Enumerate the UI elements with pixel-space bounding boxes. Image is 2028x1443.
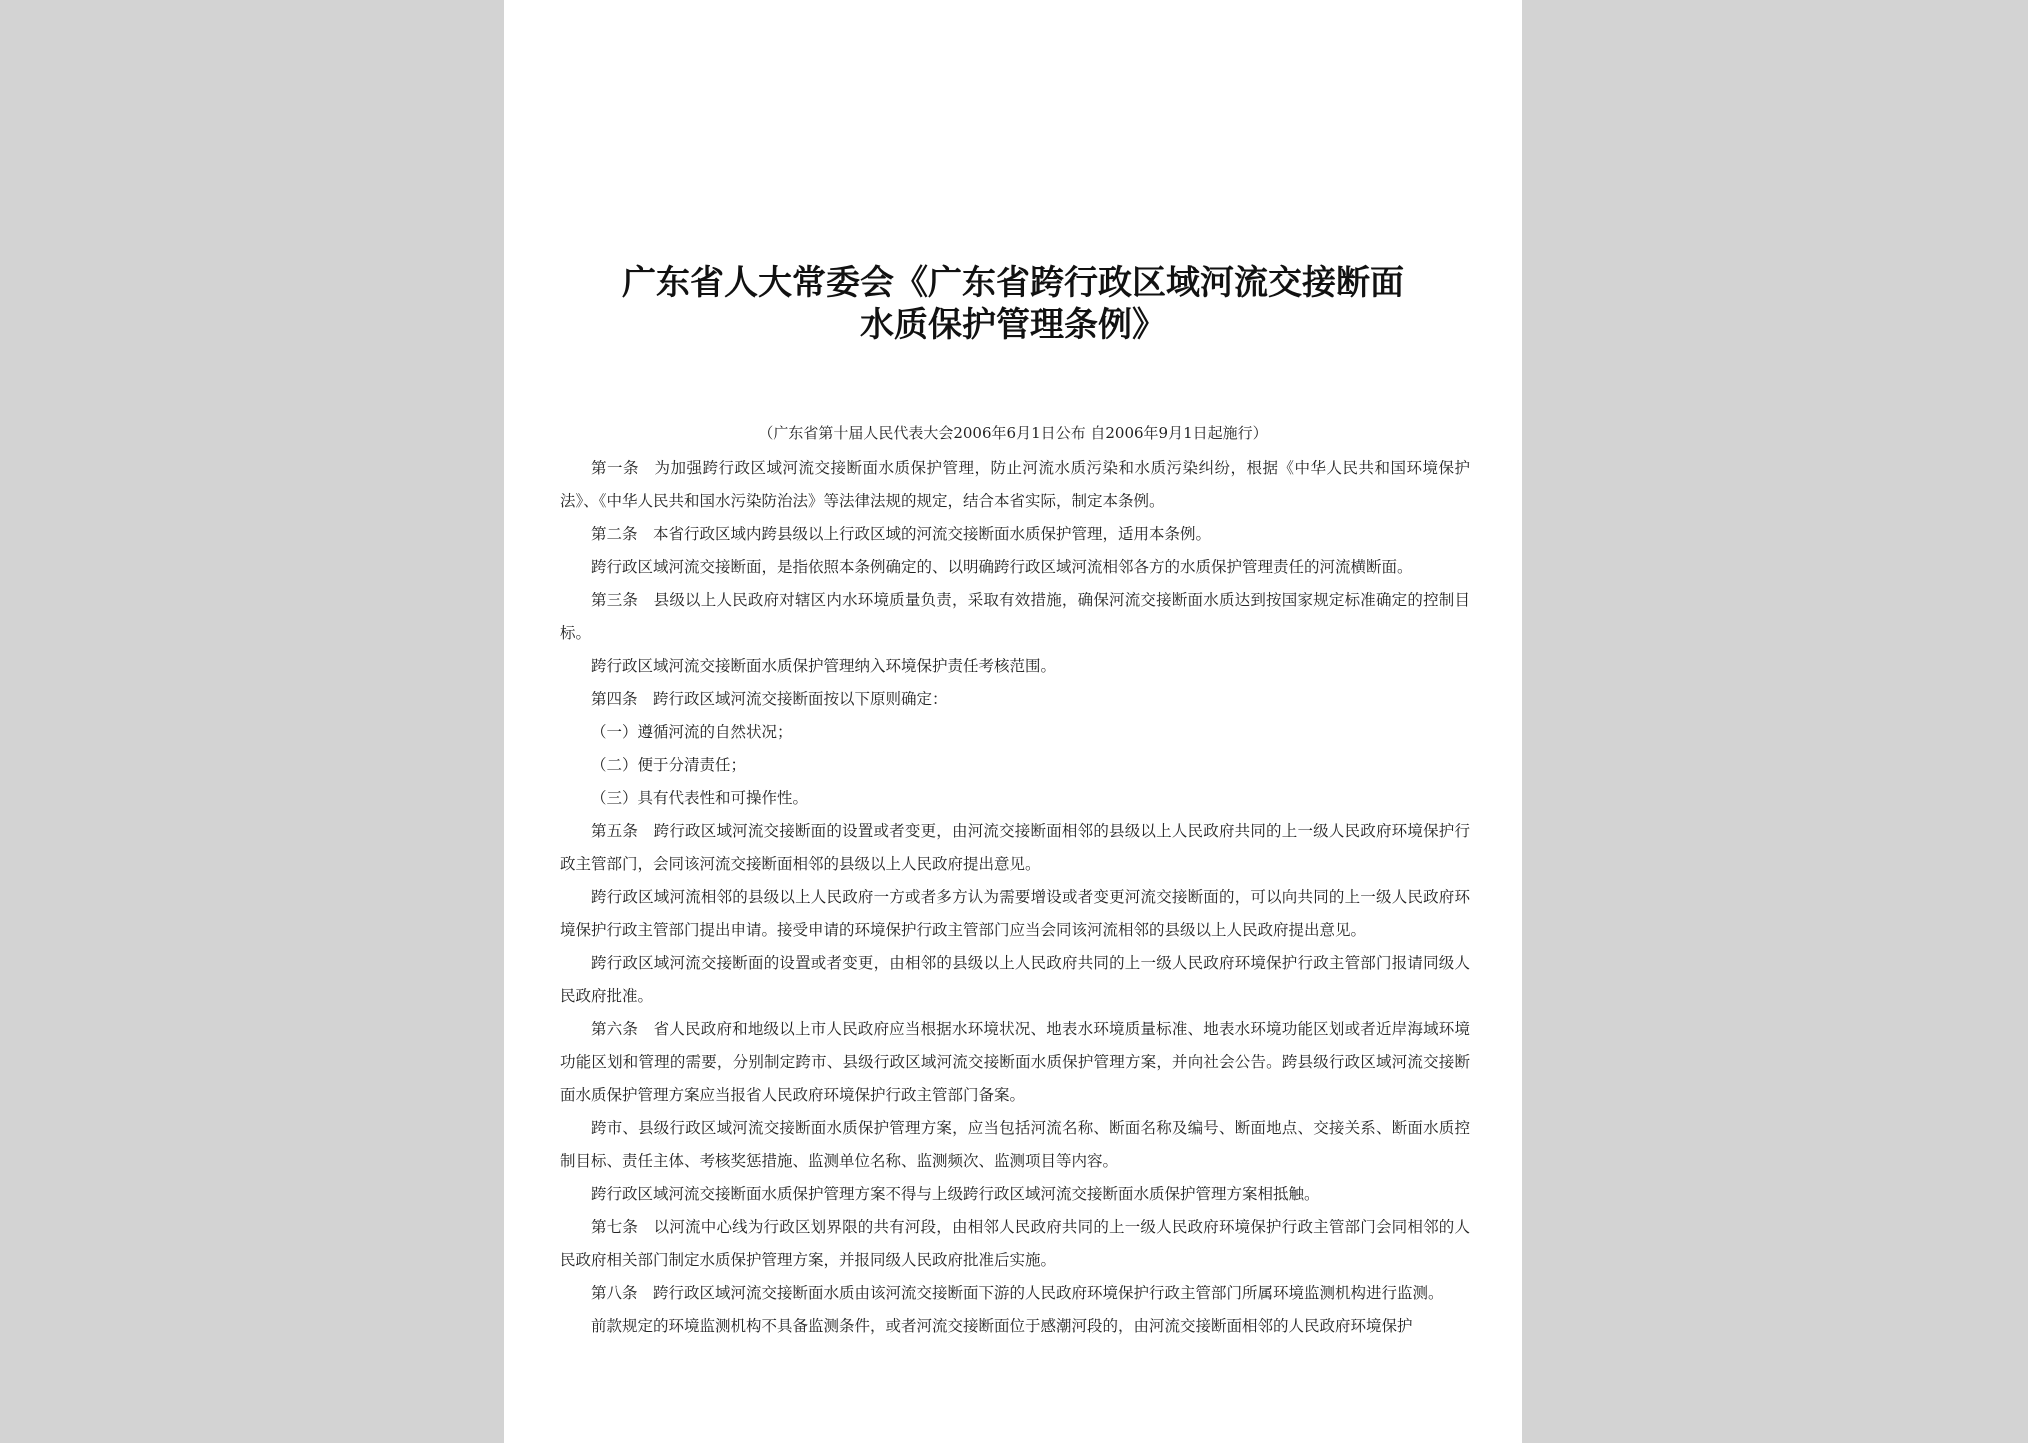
paragraph: [560, 650, 1470, 683]
paragraph: [560, 683, 1470, 716]
document-page: [504, 0, 1522, 1443]
paragraph: [560, 1211, 1470, 1277]
article-number: 第四条: [591, 690, 638, 708]
paragraph-text: （一）遵循河流的自然状况；: [591, 723, 793, 741]
paragraph-text: 跨行政区域河流交接断面的设置或者变更，由相邻的县级以上人民政府共同的上一级人民政府环境保护行政主管部门报请同级人民政府批准。: [560, 954, 1470, 1005]
paragraph: [560, 452, 1470, 518]
paragraph: [560, 782, 1470, 815]
paragraph-text: 为加强跨行政区域河流交接断面水质保护管理，防止河流水质污染和水质污染纠纷，根据《中华人民共和国环境保护法》、《中华人民共和国水污染防治法》等法律法规的规定，结合本省实际，制定本条例。: [560, 459, 1470, 510]
paragraph-text: 跨市、县级行政区域河流交接断面水质保护管理方案，应当包括河流名称、断面名称及编号、断面地点、交接关系、断面水质控制目标、责任主体、考核奖惩措施、监测单位名称、监测频次、监测项目等内容。: [560, 1119, 1470, 1170]
paragraph: [560, 749, 1470, 782]
document-body: [560, 452, 1470, 1343]
paragraph: [560, 947, 1470, 1013]
paragraph-text: 跨行政区域河流交接断面水质由该河流交接断面下游的人民政府环境保护行政主管部门所属环境监测机构进行监测。: [653, 1284, 1444, 1302]
paragraph-text: （二）便于分清责任；: [591, 756, 747, 774]
paragraph-text: 跨行政区域河流交接断面的设置或者变更，由河流交接断面相邻的县级以上人民政府共同的上一级人民政府环境保护行政主管部门，会同该河流交接断面相邻的县级以上人民政府提出意见。: [560, 822, 1470, 873]
paragraph-text: 本省行政区域内跨县级以上行政区域的河流交接断面水质保护管理，适用本条例。: [653, 525, 1212, 543]
paragraph: [560, 584, 1470, 650]
paragraph-text: 跨行政区域河流交接断面水质保护管理纳入环境保护责任考核范围。: [591, 657, 1057, 675]
paragraph: [560, 881, 1470, 947]
paragraph: [560, 815, 1470, 881]
paragraph-text: 跨行政区域河流交接断面按以下原则确定：: [653, 690, 948, 708]
article-number: 第六条: [591, 1020, 639, 1038]
article-number: 第二条: [591, 525, 638, 543]
title-line-1: 广东省人大常委会《广东省跨行政区域河流交接断面: [622, 263, 1404, 303]
document-title: [544, 262, 1482, 346]
paragraph: [560, 551, 1470, 584]
paragraph: [560, 1178, 1470, 1211]
paragraph: [560, 1310, 1470, 1343]
article-number: 第八条: [591, 1284, 638, 1302]
paragraph-text: 以河流中心线为行政区划界限的共有河段，由相邻人民政府共同的上一级人民政府环境保护行政主管部门会同相邻的人民政府相关部门制定水质保护管理方案，并报同级人民政府批准后实施。: [560, 1218, 1470, 1269]
article-number: 第五条: [591, 822, 639, 840]
paragraph-text: 跨行政区域河流交接断面，是指依照本条例确定的、以明确跨行政区域河流相邻各方的水质保护管理责任的河流横断面。: [591, 558, 1413, 576]
paragraph: [560, 1277, 1470, 1310]
paragraph-text: 省人民政府和地级以上市人民政府应当根据水环境状况、地表水环境质量标准、地表水环境功能区划或者近岸海域环境功能区划和管理的需要，分别制定跨市、县级行政区域河流交接断面水质保护管理方案，并向社会公告。跨县级行政区域河流交接断面水质保护管理方案应当报省人民政府环境保护行政主管部门备案。: [560, 1020, 1470, 1104]
paragraph-text: 县级以上人民政府对辖区内水环境质量负责，采取有效措施，确保河流交接断面水质达到按国家规定标准确定的控制目标。: [560, 591, 1470, 642]
paragraph: [560, 518, 1470, 551]
paragraph-text: 跨行政区域河流交接断面水质保护管理方案不得与上级跨行政区域河流交接断面水质保护管理方案相抵触。: [591, 1185, 1320, 1203]
article-number: 第七条: [591, 1218, 639, 1236]
document-subtitle: （广东省第十届人民代表大会2006年6月1日公布 自2006年9月1日起施行）: [758, 424, 1268, 442]
article-number: 第三条: [591, 591, 639, 609]
paragraph: [560, 1112, 1470, 1178]
title-line-2: 水质保护管理条例》: [860, 305, 1166, 345]
paragraph: [560, 716, 1470, 749]
paragraph: [560, 1013, 1470, 1112]
paragraph-text: 跨行政区域河流相邻的县级以上人民政府一方或者多方认为需要增设或者变更河流交接断面的，可以向共同的上一级人民政府环境保护行政主管部门提出申请。接受申请的环境保护行政主管部门应当会同该河流相邻的县级以上人民政府提出意见。: [560, 888, 1470, 939]
paragraph-text: 前款规定的环境监测机构不具备监测条件，或者河流交接断面位于感潮河段的，由河流交接断面相邻的人民政府环境保护: [591, 1317, 1413, 1335]
paragraph-text: （三）具有代表性和可操作性。: [591, 789, 809, 807]
article-number: 第一条: [591, 459, 639, 477]
